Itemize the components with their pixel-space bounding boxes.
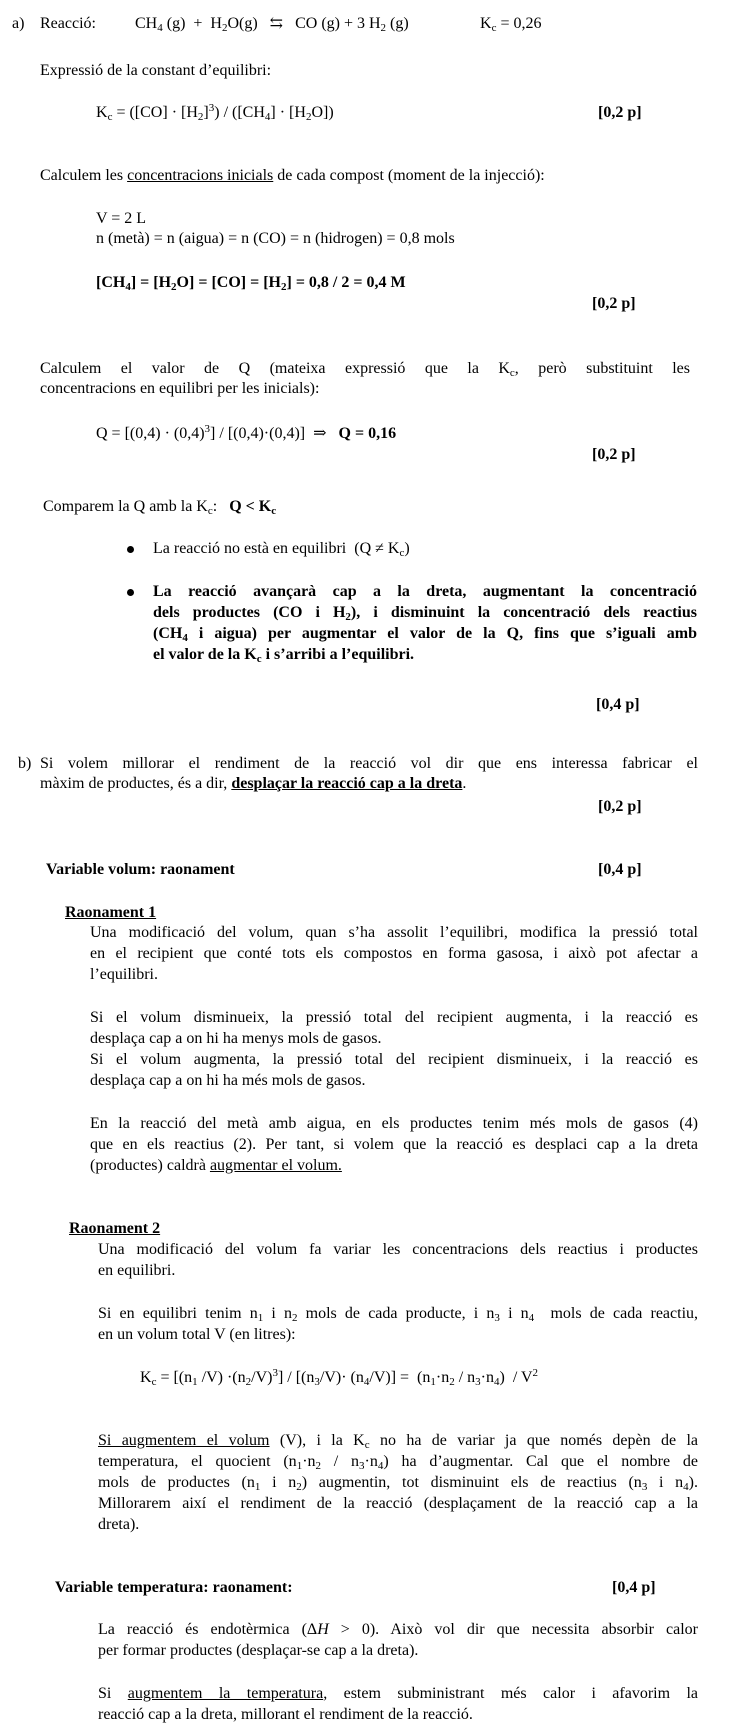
r1-p1-line-3: l’equilibri. <box>90 966 158 983</box>
volume-line: V = 2 L <box>96 210 147 227</box>
r1-p1-line-1: Una modificació del volum, quan s’ha assolit l’equilibri, modifica la pressió total <box>90 924 698 941</box>
t-p1-line-1: La reacció és endotèrmica (ΔH > 0). Això vol dir que necessita absorbir calor <box>98 1621 698 1638</box>
r1-p3-line-2: que en els reactius (2). Per tant, si volem que la reacció es desplaci cap a la dreta <box>90 1136 698 1153</box>
conc-intro-post: de cada compost (moment de la injecció): <box>273 167 545 184</box>
mols-line: n (metà) = n (aigua) = n (CO) = n (hidrogen) = 0,8 mols <box>96 230 455 247</box>
bullet-icon <box>127 546 134 553</box>
r1-p3-line-3 <box>90 1156 342 1176</box>
bullet-2-line-2: dels productes (CO i $H_2$), i disminuint la concentració dels reactius <box>153 604 698 623</box>
compare-line: Comparem la Q amb la $K_c$: $Q < K_c$ <box>43 498 277 517</box>
b-intro-line-1: Si volem millorar el rendiment de la reacció vol dir que ens interessa fabricar el <box>40 755 698 772</box>
t-p2-post: , estem subministrant més calor i afavorim la <box>323 1685 699 1702</box>
t-p2-underlined: augmentem la temperatura <box>127 1685 324 1702</box>
r1-p2-line-4: desplaça cap a on hi ha més mols de gasos. <box>90 1072 366 1089</box>
b-intro-line-2 <box>40 774 466 794</box>
r1-p2-line-2: desplaça cap a on hi ha menys mols de gasos. <box>90 1030 382 1047</box>
conc-result: $[CH_4] = [H_2O] = [CO] = [H_2] = 0,8 / 2 = 0,4$ M <box>96 274 406 293</box>
points-label: [0,2 p] <box>592 295 636 312</box>
points-label: [0,4 p] <box>612 1579 656 1596</box>
r1-p3-pre: (productes) caldrà <box>90 1157 210 1174</box>
kc-value: $K_c = 0,26$ <box>480 15 542 34</box>
r2-p1-line-2: en equilibri. <box>98 1262 176 1279</box>
b-intro-post: . <box>462 775 467 792</box>
q-result: Q = 0,16 <box>338 425 397 442</box>
r1-p1-line-2: en el recipient que conté tots els compostos en forma gasosa, i això pot afectar a <box>90 945 698 962</box>
r2-p2-line-2: en un volum total V (en litres): <box>98 1326 296 1343</box>
kc-expression: $K_c = ([CO] \cdot [H_2]^3) / ([CH_4] \cdot [H_2O])$ <box>96 102 334 123</box>
points-label: [0,4 p] <box>598 861 642 878</box>
bullet-2-line-3: ($CH_4$ i aigua) per augmentar el valor de la Q, fins que s’iguali amb <box>153 625 697 644</box>
bullet-icon <box>127 589 134 596</box>
r1-p3-underlined: augmentar el volum. <box>209 1157 342 1174</box>
points-label: [0,2 p] <box>598 104 642 121</box>
compare-result: $Q < K_c$ <box>229 498 277 517</box>
q-intro-line-1: Calculem el valor de Q (mateixa expressió que la $K_c$, però substituint les <box>40 360 690 379</box>
r2-p2-line-1: Si en equilibri tenim $n_1$ i $n_2$ mols de cada producte, i $n_3$ i $n_4$ mols de cada reactiu, <box>98 1305 699 1324</box>
points-label: [0,2 p] <box>598 798 642 815</box>
b-intro-pre: màxim de productes, és a dir, <box>40 775 232 792</box>
points-label: [0,4 p] <box>596 696 640 713</box>
t-p1-line-2: per formar productes (desplaçar-se cap a la dreta). <box>98 1642 419 1659</box>
r1-p2-line-3: Si el volum augmenta, la pressió total del recipient disminueix, i la reacció es <box>90 1051 698 1068</box>
r1-p2-line-1: Si el volum disminueix, la pressió total del recipient augmenta, i la reacció es <box>90 1009 698 1026</box>
r2-p3-line-5: dreta). <box>98 1516 140 1533</box>
r2-formula: $K_c = [(n_1$ $/V) \cdot(n_2/V)^3] / [(n_3/V)\cdot (n_4/V)] = (n_1\cdot n_2 / n_3\cdot n_4) / V^2$ <box>140 1367 539 1388</box>
t-p2-line-2: reacció cap a la dreta, millorant el rendiment de la reacció. <box>98 1706 473 1723</box>
conc-intro <box>40 166 545 186</box>
conc-intro-pre: Calculem les <box>40 167 128 184</box>
r1-p3-line-1: En la reacció del metà amb aigua, en els productes tenim més mols de gasos (4) <box>90 1115 698 1132</box>
r2-p3-line-1: Si augmentem el volum (V), i la $K_c$ no ha de variar ja que només depèn de la <box>98 1432 699 1451</box>
raonament-2-title: Raonament 2 <box>69 1220 161 1237</box>
q-intro-line-2: concentracions en equilibri per les inicials): <box>40 380 320 397</box>
expressio-intro: Expressió de la constant d’equilibri: <box>40 62 272 79</box>
bullet-1-text: La reacció no està en equilibri $(Q \ne K_c)$ <box>153 540 410 559</box>
t-p2-line-1 <box>98 1684 698 1704</box>
r2-p3-line-2: temperatura, el quocient $(n_1\cdot n_2 / n_3\cdot n_4)$ ha d’augmentar. Cal que el nombre de <box>98 1453 698 1472</box>
bullet-2-line-1: La reacció avançarà cap a la dreta, augmentant la concentració <box>153 583 697 600</box>
r2-p3-line-4: Millorarem així el rendiment de la reacció (desplaçament de la reacció cap a la <box>98 1495 698 1512</box>
reaction-equation: $CH_4$ $(g) + H_2O(g)$ ⇆ CO (g) + 3 $H_2$ (g) <box>135 15 409 34</box>
bullet-2-line-4: el valor de la $K_c$ i s’arribi a l’equilibri. <box>153 646 415 665</box>
t-p2-pre: Si <box>98 1685 128 1702</box>
r2-p1-line-1: Una modificació del volum fa variar les concentracions dels reactius i productes <box>98 1241 698 1258</box>
points-label: [0,2 p] <box>592 446 636 463</box>
raonament-1-title: Raonament 1 <box>65 904 157 921</box>
reaccio-label: Reacció: <box>40 15 96 32</box>
b-intro-underlined: desplaçar la reacció cap a la dreta <box>231 775 463 792</box>
conc-intro-underlined: concentracions inicials <box>127 167 274 184</box>
temperature-heading: Variable temperatura: raonament: <box>55 1579 293 1596</box>
q-expression: $Q = [(0,4) \cdot (0,4)^3] / [(0,4)\cdot(0,4)]$ ⇒ Q = 0,16 <box>96 423 397 442</box>
r2-p3-underlined: Si augmentem el volum <box>98 1432 270 1449</box>
part-b-marker: b) <box>18 755 32 772</box>
part-a-marker: a) <box>12 15 25 32</box>
r2-p3-line-3: mols de productes ($n_1$ i $n_2$) augmentin, tot disminuint els de reactius ($n_3$ i $n_4$). <box>98 1474 698 1493</box>
volume-heading: Variable volum: raonament <box>46 861 235 878</box>
